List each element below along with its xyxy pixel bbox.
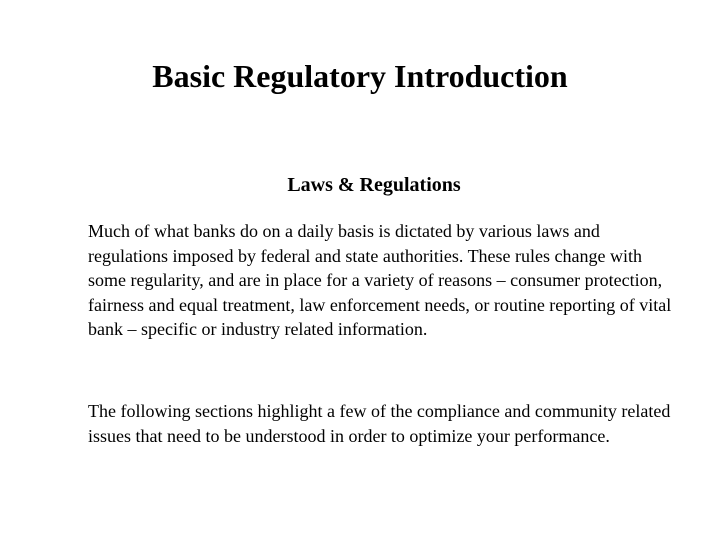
body-paragraph-laws: Much of what banks do on a daily basis is dictated by various laws and regulations imposed by federal and state authorities. These rules change with some regularity, and are in place for a variety of reasons – consumer protection, fairness and equal treatment, law enforcement needs, or routine reporting of vital bank – specific or industry related information. <box>88 221 672 339</box>
body-paragraph-sections: The following sections highlight a few of the compliance and community related issues that need to be understood in order to optimize your performance. <box>88 401 671 446</box>
slide-title: Basic Regulatory Introduction <box>152 58 568 94</box>
section-heading: Laws & Regulations <box>287 174 461 196</box>
